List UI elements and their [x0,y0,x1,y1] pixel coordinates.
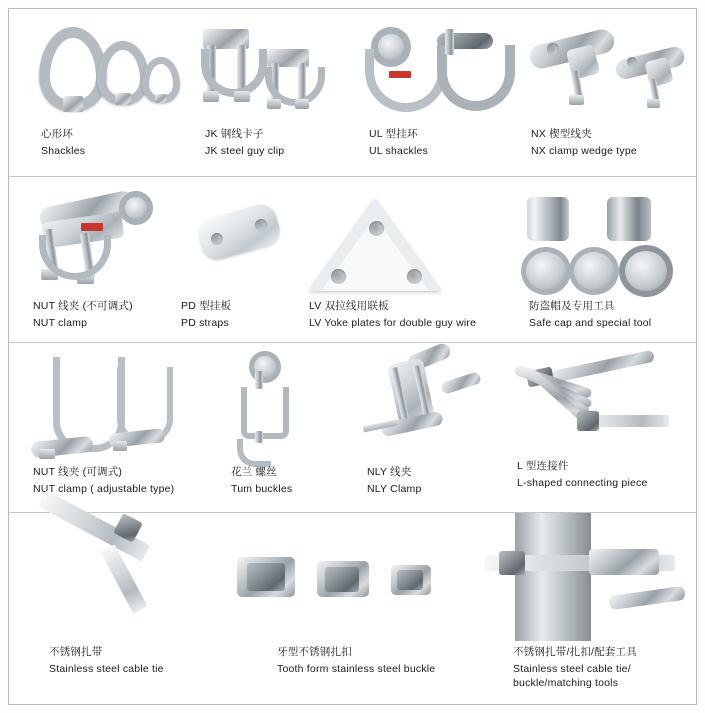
art-pd-strap [181,177,291,299]
pole [515,513,591,641]
art-nut-clamp [9,177,181,299]
caption-cn: 防盗帽及专用工具 [529,300,615,312]
caption-nut-clamp-adjustable [33,465,223,496]
caption-cn: NLY 线夹 [367,466,412,478]
art-turn-buckle [215,343,345,465]
caption-en: Stainless steel cable tie/ buckle/matching tools [513,662,631,689]
caption-en: NUT clamp [33,316,88,329]
caption-en: Tooth form stainless steel buckle [277,662,436,675]
caption-en: Stainless steel cable tie [49,662,164,675]
cell-ul-shackles [345,9,507,177]
caption-cn: L 型连接件 [517,460,569,472]
art-nx-clamp [507,9,696,127]
art-pole-assembly [469,513,696,641]
cell-cable-tie [9,513,225,706]
art-thimbles [9,9,181,127]
caption-tooth-buckle [277,645,457,676]
art-cable-tie [9,513,225,641]
caption-en: L-shaped connecting piece [517,476,648,489]
art-l-connecting-piece [497,343,696,459]
caption-l-connecting-piece [517,459,667,490]
caption-cn: LV 双拉线用联板 [309,300,389,312]
art-nly-clamp [345,343,497,465]
cell-tie-buckle-tools [469,513,696,706]
caption-cn: PD 型挂板 [181,300,232,312]
art-ul-shackle [345,9,507,127]
caption-cn: JK 钢线卡子 [205,128,264,140]
cell-lv-yoke-plate [291,177,507,343]
caption-tie-buckle-tools [513,645,693,691]
art-lv-yoke-plate [291,177,507,299]
caption-ul-shackles [369,127,519,158]
caption-turn-buckle [231,465,351,496]
cell-safe-cap-tool [507,177,696,343]
caption-en: Safe cap and special tool [529,316,652,329]
red-label [81,223,103,231]
hook-icon [237,439,271,467]
catalog-frame [8,8,697,705]
caption-cn: 花兰 螺丝 [231,466,277,478]
art-nut-clamp-adjustable [9,343,215,465]
row-1 [9,9,696,177]
caption-jk-guy-clip [205,127,355,158]
caption-en: JK steel guy clip [205,144,285,157]
cell-turn-buckle [215,343,345,513]
cell-jk-guy-clip [181,9,345,177]
caption-en: Tum buckles [231,482,293,495]
art-jk-clip [181,9,345,127]
cell-pd-straps [181,177,291,343]
caption-en: NX clamp wedge type [531,144,637,157]
caption-cn: 不锈钢扎带/扎扣/配套工具 [513,646,637,658]
row-2 [9,177,696,343]
caption-en: NUT clamp ( adjustable type) [33,482,175,495]
cell-l-connecting-piece [497,343,696,513]
caption-en: Shackles [41,144,86,157]
art-safe-cap [507,177,696,299]
caption-nly-clamp [367,465,507,496]
caption-cn: 心形环 [41,128,74,140]
caption-en: UL shackles [369,144,429,157]
caption-cn: UL 型挂环 [369,128,418,140]
cell-nly-clamp [345,343,497,513]
caption-safe-cap-tool [529,299,697,330]
caption-nut-clamp [33,299,183,330]
row-4 [9,513,696,706]
art-tooth-buckles [225,513,469,641]
caption-shackles [41,127,181,158]
caption-pd-straps [181,299,291,330]
cell-shackles [9,9,181,177]
caption-cn: NUT 线夹 (可调式) [33,466,123,478]
caption-cn: NX 楔型线夹 [531,128,592,140]
caption-nx-wedge-clamp [531,127,696,158]
cell-nut-clamp-adjustable [9,343,215,513]
caption-en: LV Yoke plates for double guy wire [309,316,477,329]
caption-cn: NUT 线夹 (不可调式) [33,300,133,312]
caption-en: NLY Clamp [367,482,422,495]
caption-en: PD straps [181,316,229,329]
caption-cable-tie [49,645,219,676]
caption-lv-yoke-plate [309,299,519,330]
caption-cn: 牙型不锈钢扎扣 [277,646,352,658]
cell-tooth-buckle [225,513,469,706]
red-label [389,71,411,78]
cell-nx-wedge-clamp [507,9,696,177]
cell-nut-clamp [9,177,181,343]
caption-cn: 不锈钢扎带 [49,646,103,658]
row-3 [9,343,696,513]
